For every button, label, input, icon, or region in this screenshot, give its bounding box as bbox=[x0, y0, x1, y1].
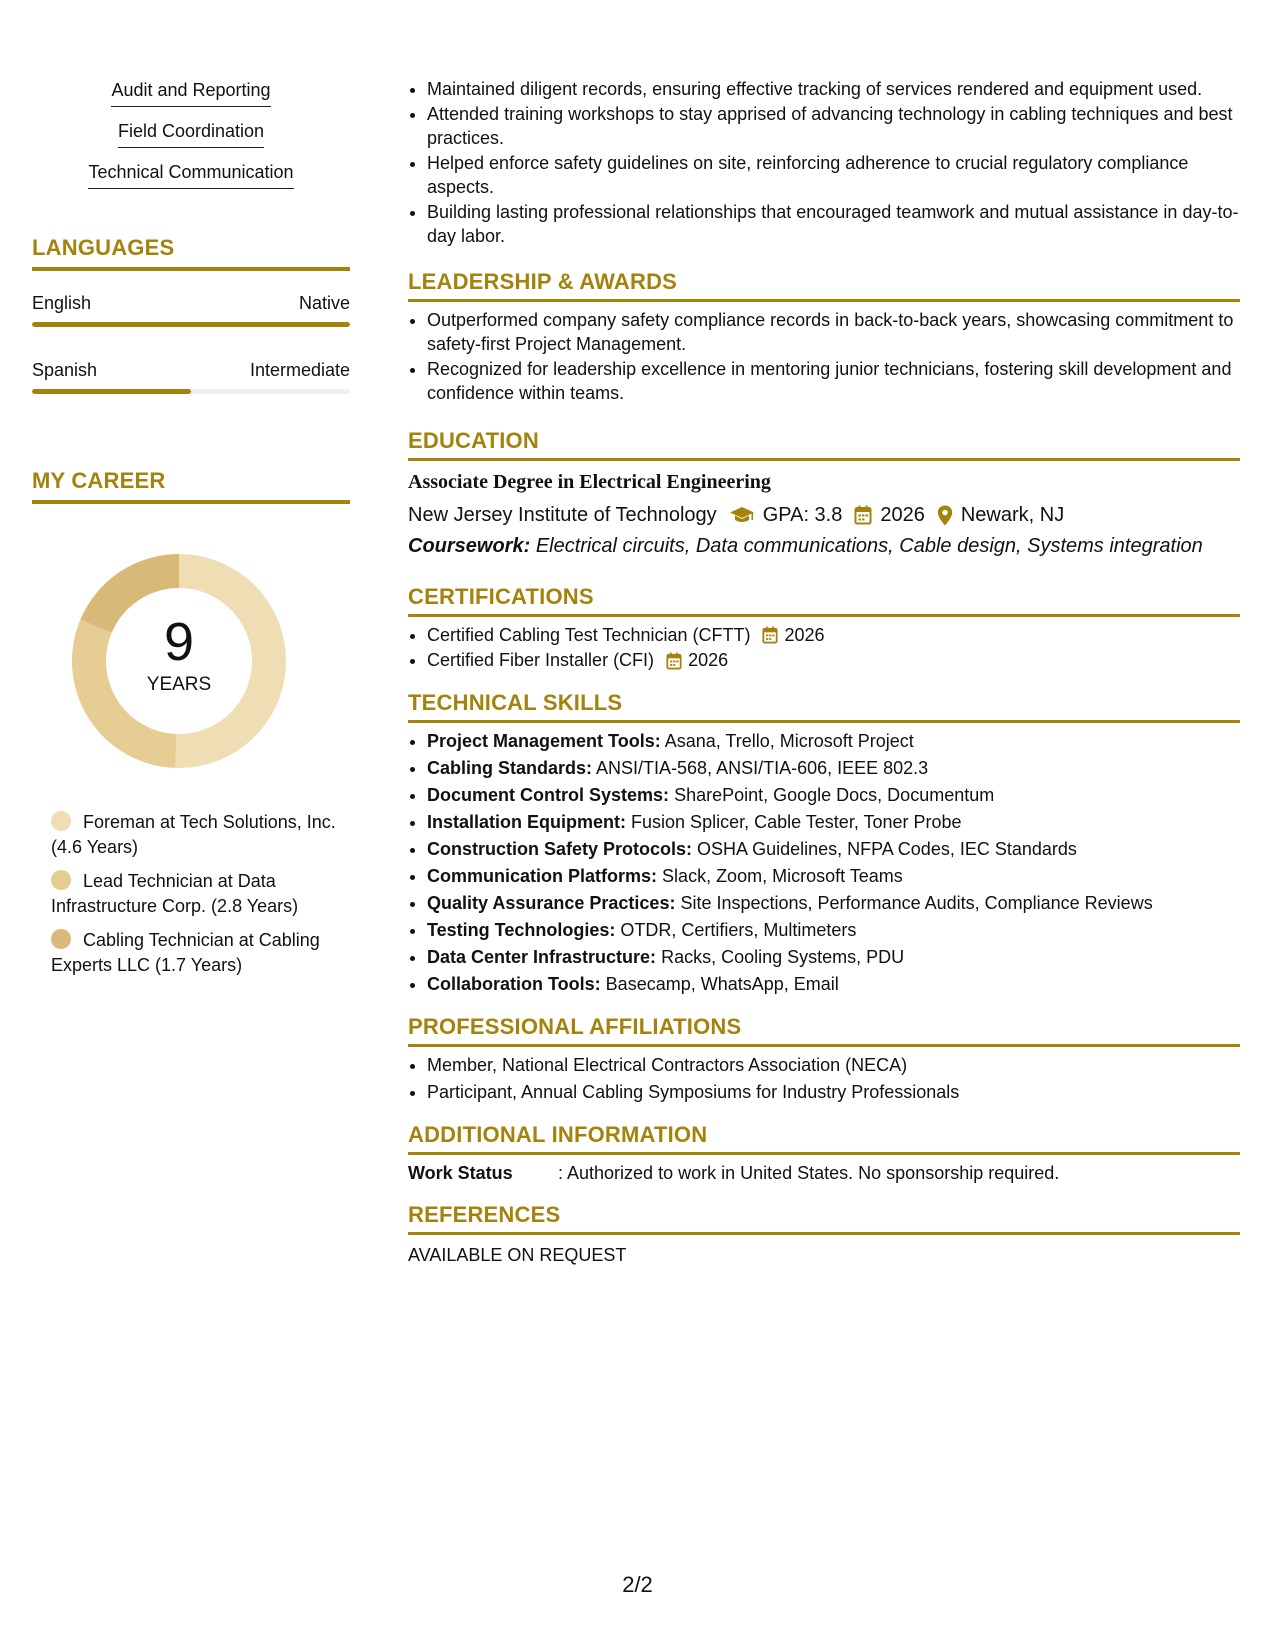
list-item: • Communication Platforms: Slack, Zoom, Microsoft Teams bbox=[427, 863, 1240, 890]
certification-name: • Certified Cabling Test Technician (CFTT) bbox=[427, 624, 751, 645]
career-legend-item: Lead Technician at Data Infrastructure Corp. (2.8 Years) bbox=[51, 871, 299, 916]
list-item: • Project Management Tools: Asana, Trello, Microsoft Project bbox=[427, 728, 1240, 755]
certifications-list bbox=[408, 623, 1240, 674]
gpa: GPA: 3.8 bbox=[762, 503, 843, 526]
page-number: 2/2 bbox=[622, 1572, 653, 1597]
language-proficiency-bar bbox=[32, 322, 350, 327]
career-total-unit: YEARS bbox=[146, 674, 212, 695]
education-heading: EDUCATION bbox=[408, 428, 1240, 461]
work-status-value: : Authorized to work in United States. No sponsorship required. bbox=[558, 1162, 1060, 1183]
language-item bbox=[32, 360, 350, 394]
language-name: Spanish bbox=[32, 360, 98, 380]
coursework-label: Coursework: bbox=[408, 534, 531, 557]
school-location: Newark, NJ bbox=[960, 503, 1065, 526]
list-item: • Testing Technologies: OTDR, Certifiers, Multimeters bbox=[427, 917, 1240, 944]
skill-tag: Technical Communication bbox=[32, 162, 350, 189]
language-level: Intermediate bbox=[249, 360, 350, 380]
calendar-icon bbox=[666, 652, 682, 670]
list-item: • Data Center Infrastructure: Racks, Cooling Systems, PDU bbox=[427, 944, 1240, 971]
languages-heading: LANGUAGES bbox=[32, 235, 350, 271]
legend-dot bbox=[51, 929, 71, 949]
career-donut-chart bbox=[64, 546, 294, 776]
list-item: • Collaboration Tools: Basecamp, WhatsApp, Email bbox=[427, 971, 1240, 998]
graduation-cap-icon bbox=[729, 505, 755, 525]
legend-dot bbox=[51, 811, 71, 831]
skill-tag: Field Coordination bbox=[32, 121, 350, 148]
affiliations-heading: PROFESSIONAL AFFILIATIONS bbox=[408, 1014, 1240, 1047]
map-pin-icon bbox=[937, 505, 953, 526]
language-proficiency-bar bbox=[32, 389, 350, 394]
coursework bbox=[408, 535, 1240, 558]
references-heading: REFERENCES bbox=[408, 1202, 1240, 1235]
language-item bbox=[32, 293, 350, 327]
left-column bbox=[32, 80, 350, 987]
school-name: New Jersey Institute of Technology bbox=[408, 503, 717, 526]
language-proficiency-fill bbox=[32, 322, 350, 327]
calendar-icon bbox=[854, 505, 872, 525]
leadership-list bbox=[408, 308, 1240, 406]
degree-title: Associate Degree in Electrical Engineering bbox=[408, 470, 771, 493]
education-entry bbox=[408, 471, 1240, 558]
list-item: • Helped enforce safety guidelines on site, reinforcing adherence to crucial regulatory compliance aspects. bbox=[427, 151, 1240, 200]
list-item: • Document Control Systems: SharePoint, Google Docs, Documentum bbox=[427, 782, 1240, 809]
certifications-heading: CERTIFICATIONS bbox=[408, 584, 1240, 617]
list-item: • Building lasting professional relationships that encouraged teamwork and mutual assistance in day-to-day labor. bbox=[427, 200, 1240, 249]
list-item: • Installation Equipment: Fusion Splicer, Cable Tester, Toner Probe bbox=[427, 809, 1240, 836]
career-legend-item: Cabling Technician at Cabling Experts LLC (1.7 Years) bbox=[51, 930, 320, 975]
technical-skills-list bbox=[408, 728, 1240, 998]
legend-dot bbox=[51, 870, 71, 890]
list-item: • Member, National Electrical Contractors Association (NECA) bbox=[427, 1052, 1240, 1079]
list-item: • Maintained diligent records, ensuring effective tracking of services rendered and equipment used. bbox=[427, 77, 1240, 102]
list-item: • Outperformed company safety compliance records in back-to-back years, showcasing commitment to safety-first Project Management. bbox=[427, 308, 1240, 357]
list-item: • Attended training workshops to stay apprised of advancing technology in cabling techniques and best practices. bbox=[427, 102, 1240, 151]
language-level: Native bbox=[298, 293, 350, 313]
skill-tag: Audit and Reporting bbox=[32, 80, 350, 107]
technical-skills-heading: TECHNICAL SKILLS bbox=[408, 690, 1240, 723]
list-item: • Participant, Annual Cabling Symposiums for Industry Professionals bbox=[427, 1079, 1240, 1106]
list-item: • Cabling Standards: ANSI/TIA-568, ANSI/TIA-606, IEEE 802.3 bbox=[427, 755, 1240, 782]
list-item bbox=[427, 623, 1240, 649]
education-meta bbox=[408, 504, 1240, 527]
list-item: • Recognized for leadership excellence in mentoring junior technicians, fostering skill development and confidence within teams. bbox=[427, 357, 1240, 406]
career-legend-item: Foreman at Tech Solutions, Inc. (4.6 Years) bbox=[51, 812, 336, 857]
references-text: AVAILABLE ON REQUEST bbox=[408, 1244, 627, 1265]
certification-name: • Certified Fiber Installer (CFI) bbox=[427, 650, 655, 670]
language-proficiency-fill bbox=[32, 389, 191, 394]
certification-year: 2026 bbox=[784, 624, 825, 645]
career-total-years: 9 bbox=[163, 612, 195, 672]
right-column bbox=[408, 80, 1240, 1266]
graduation-year: 2026 bbox=[880, 503, 925, 526]
language-name: English bbox=[32, 293, 92, 313]
leadership-heading: LEADERSHIP & AWARDS bbox=[408, 269, 1240, 302]
coursework-text: Electrical circuits, Data communications, Cable design, Systems integration bbox=[535, 534, 1203, 557]
list-item bbox=[427, 648, 1240, 674]
certification-year: 2026 bbox=[688, 650, 729, 670]
work-status-row bbox=[408, 1163, 1240, 1184]
additional-info-heading: ADDITIONAL INFORMATION bbox=[408, 1122, 1240, 1155]
career-heading: MY CAREER bbox=[32, 468, 350, 504]
work-status-label: Work Status bbox=[408, 1162, 513, 1183]
experience-bullets bbox=[408, 77, 1240, 249]
calendar-icon bbox=[762, 626, 778, 644]
affiliations-list bbox=[408, 1052, 1240, 1106]
career-legend bbox=[32, 810, 350, 978]
list-item: • Construction Safety Protocols: OSHA Guidelines, NFPA Codes, IEC Standards bbox=[427, 836, 1240, 863]
list-item: • Quality Assurance Practices: Site Inspections, Performance Audits, Compliance Reviews bbox=[427, 890, 1240, 917]
